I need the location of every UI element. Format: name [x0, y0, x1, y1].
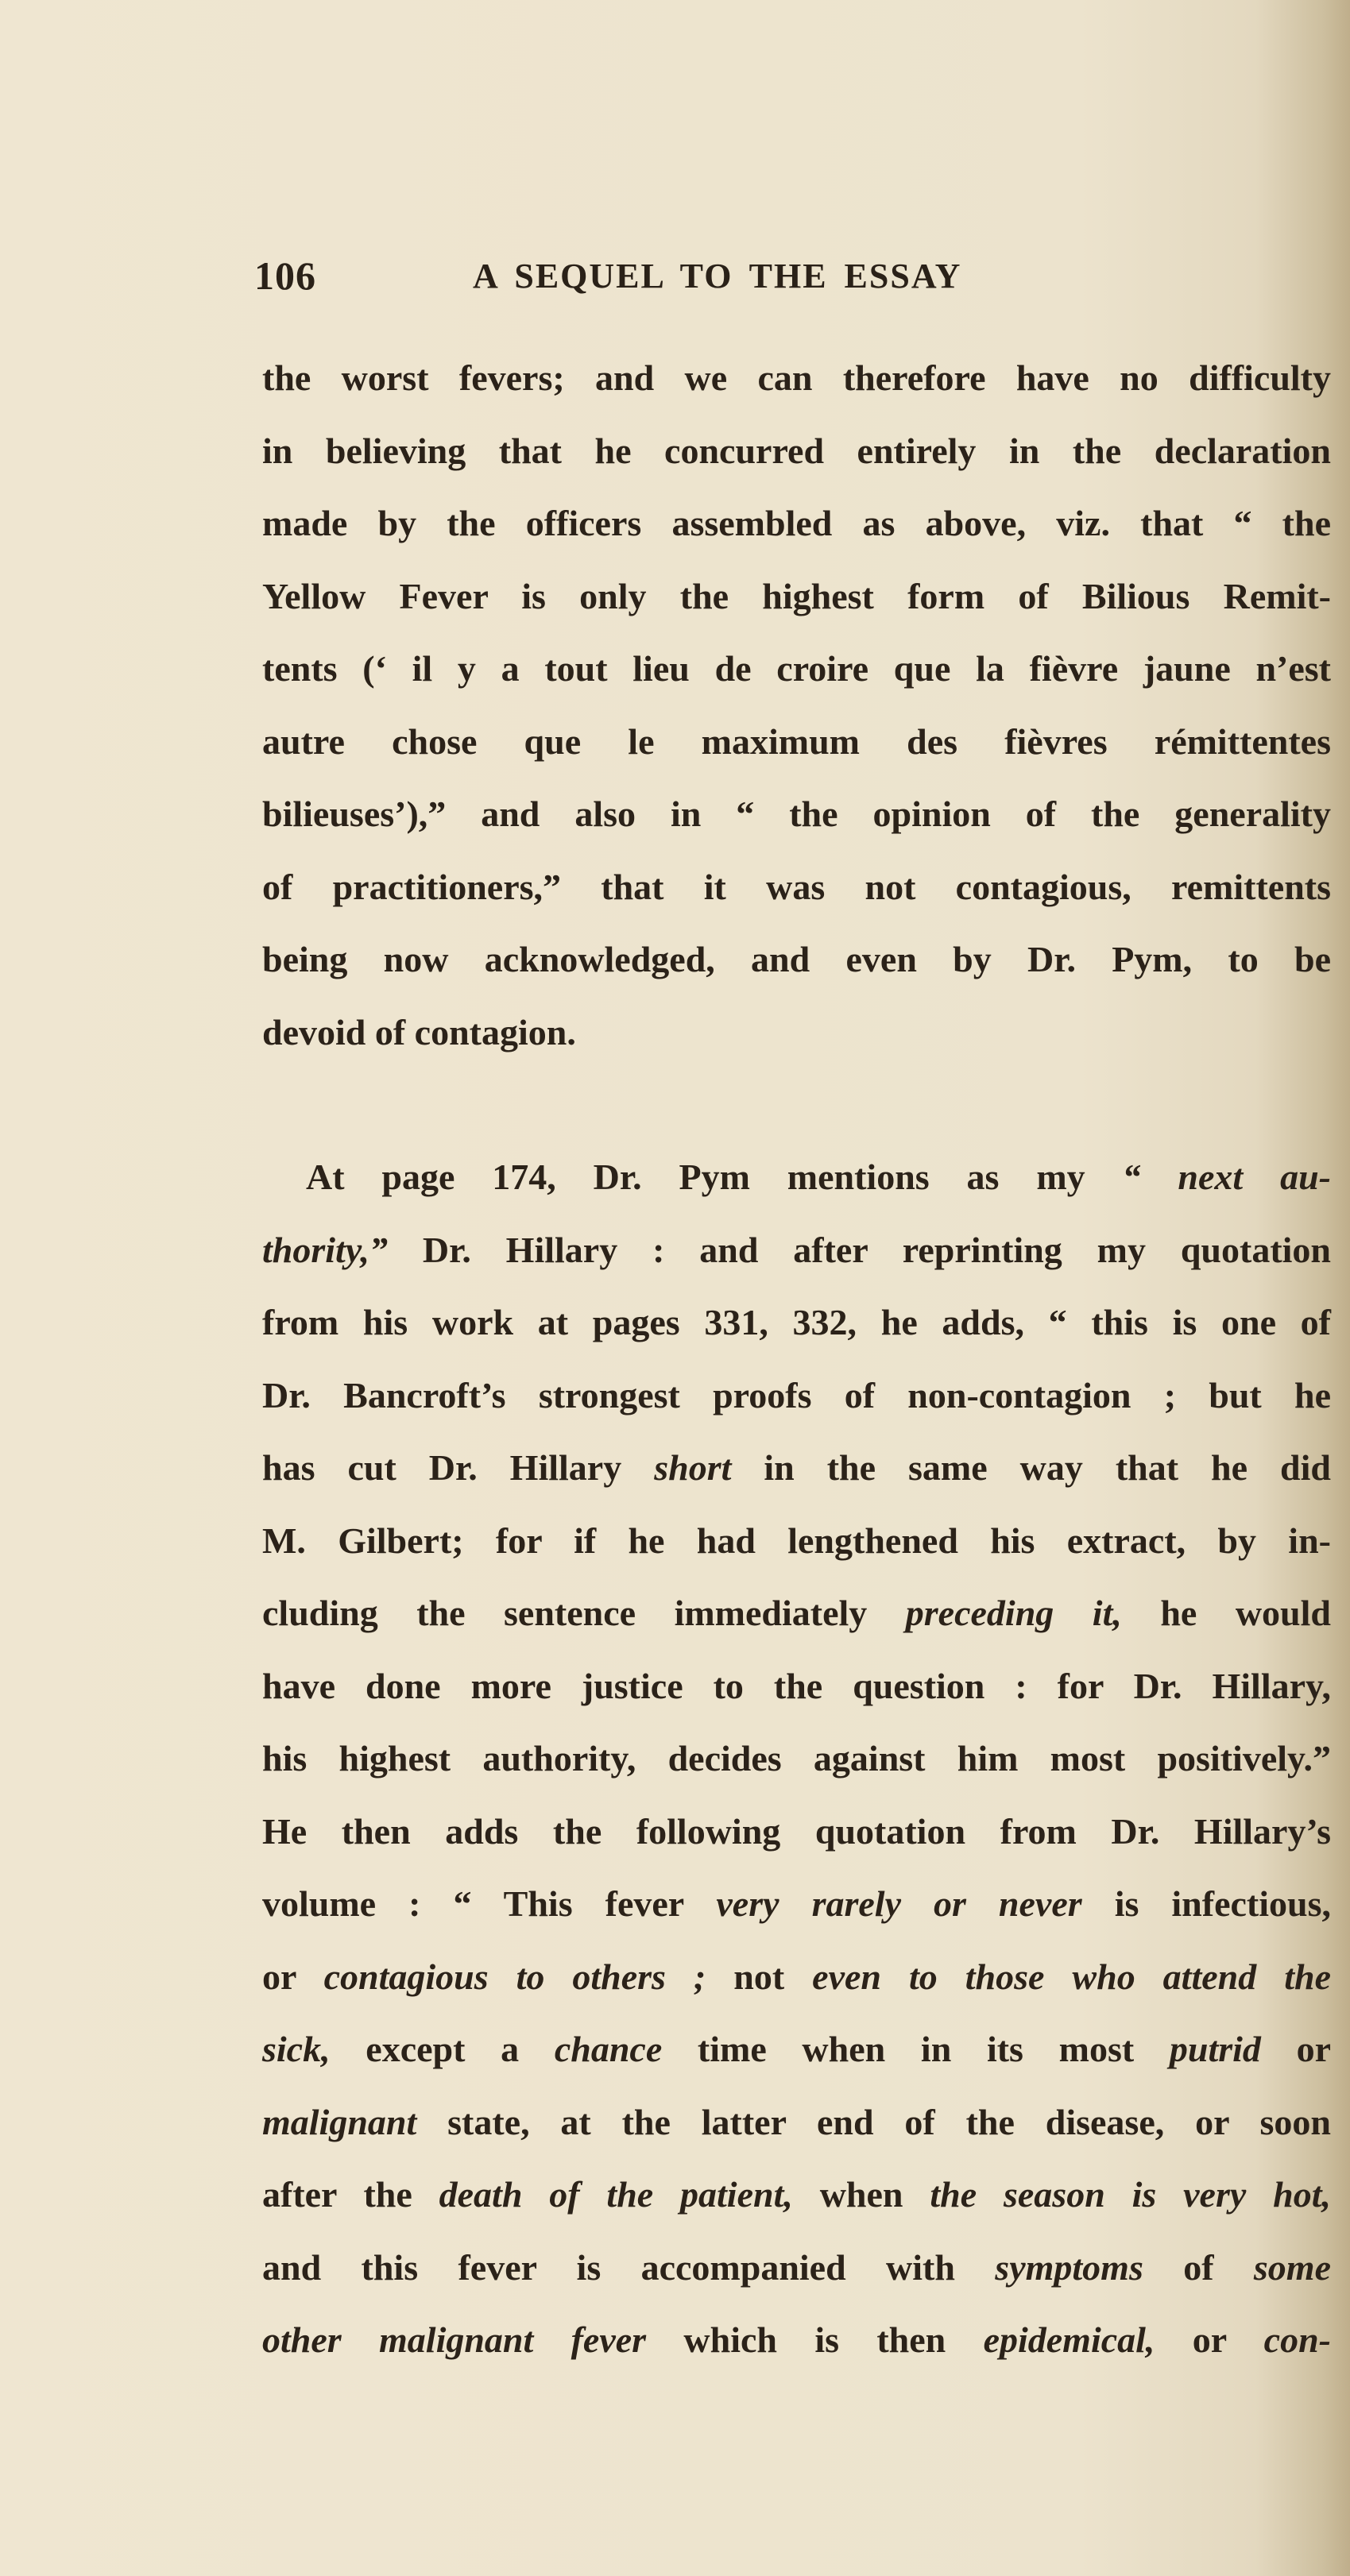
text-line: has cut Dr. Hillary short in the same way that he did — [262, 1447, 1331, 1488]
text-line: tents (‘ il y a tout lieu de croire que la fièvre jaune n’est — [262, 648, 1331, 689]
text-line: sick, except a chance time when in its most putrid or — [262, 2029, 1332, 2069]
text-line: and this fever is accompanied with symptoms of some — [262, 2246, 1331, 2288]
text-line: have done more justice to the question : for Dr. Hillary, — [262, 1665, 1331, 1706]
text-line: other malignant fever which is then epidemical, or con- — [262, 2319, 1331, 2360]
text-line: malignant state, at the latter end of the disease, or soon — [262, 2101, 1331, 2142]
text-line: thority,” Dr. Hillary : and after reprinting my quotation — [262, 1229, 1331, 1270]
text-line: the worst fevers; and we can therefore have no difficulty — [262, 357, 1331, 398]
text-line: He then adds the following quotation from Dr. Hillary’s — [262, 1810, 1331, 1852]
text-line: devoid of contagion. — [262, 1011, 576, 1052]
paragraph-gap — [262, 1068, 1331, 1141]
running-head: A SEQUEL TO THE ESSAY — [473, 257, 962, 295]
text-line: volume : “ This fever very rarely or never is infectious, — [262, 1883, 1331, 1924]
text-line: cluding the sentence immediately preceding it, he would — [262, 1593, 1332, 1633]
page-header — [254, 253, 1112, 300]
text-line: bilieuses’),” and also in “ the opinion of the generality — [262, 794, 1331, 834]
text-line: Yellow Fever is only the highest form of Bilious Remit- — [262, 575, 1331, 616]
text-line: Dr. Bancroft’s strongest proofs of non-contagion ; but he — [262, 1374, 1331, 1415]
text-line: made by the officers assembled as above, viz. that “ the — [262, 503, 1331, 543]
paragraph-1 — [262, 342, 1331, 1068]
text-line: or contagious to others ; not even to those who attend the — [262, 1956, 1332, 1997]
text-line: after the death of the patient, when the season is very hot, — [262, 2174, 1331, 2215]
paragraph-2 — [262, 1141, 1331, 2377]
text-line: At page 174, Dr. Pym mentions as my “ next au- — [306, 1157, 1331, 1197]
text-line: in believing that he concurred entirely in the declaration — [262, 430, 1331, 471]
text-line: of practitioners,” that it was not contagious, remittents — [262, 866, 1331, 907]
text-line: from his work at pages 331, 332, he adds, “ this is one of — [262, 1302, 1331, 1342]
text-line: his highest authority, decides against him most positively.” — [262, 1738, 1331, 1778]
text-line: autre chose que le maximum des fièvres rémittentes — [262, 720, 1331, 762]
page-number: 106 — [254, 253, 316, 298]
text-line: being now acknowledged, and even by Dr. Pym, to be — [262, 939, 1331, 979]
text-line: M. Gilbert; for if he had lengthened his extract, by in- — [262, 1520, 1331, 1561]
body-text — [262, 342, 1331, 2377]
